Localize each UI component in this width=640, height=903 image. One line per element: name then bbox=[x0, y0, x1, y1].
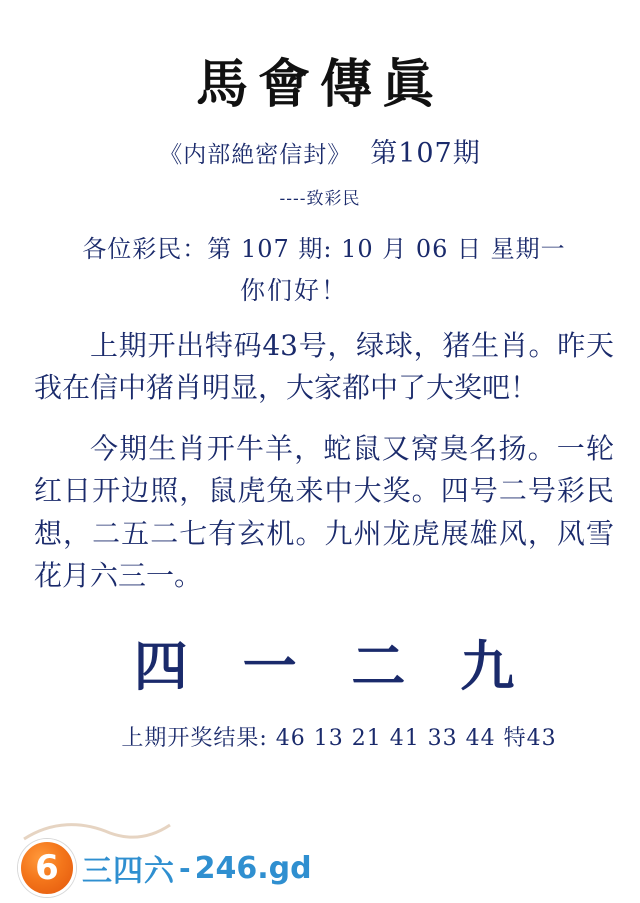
watermark-text bbox=[82, 846, 312, 890]
greeting-line: 各位彩民：第 107 期: 10 月 06 日 星期一 bbox=[82, 234, 566, 263]
subtitle-bracketed: 《内部絶密信封》 bbox=[159, 141, 352, 168]
last-draw-result: 上期开奖结果: 46 13 21 41 33 44 特43 bbox=[121, 725, 557, 751]
watermark-domain: 246.gd bbox=[194, 850, 312, 886]
lottery-tip-page bbox=[0, 54, 640, 903]
issue-label: 第107期 bbox=[370, 137, 481, 169]
dedication-text: ----致彩民 bbox=[279, 188, 361, 209]
watermark-site-name: 三四六 bbox=[82, 854, 175, 889]
paragraph-previous-result: 上期开出特码43号，绿球，猪生肖。昨天我在信中猪肖明显，大家都中了大奖吧！ bbox=[34, 328, 614, 405]
watermark-dash: - bbox=[179, 851, 191, 885]
site-logo-icon: 6 bbox=[18, 839, 76, 897]
body-content bbox=[0, 231, 640, 752]
paragraph-prediction-verse: 今期生肖开牛羊，蛇鼠又窝臭名扬。一轮红日开边照，鼠虎兔来中大奖。四号二号彩民想，二五二七有玄机。九州龙虎展雄风，风雪花月六三一。 bbox=[34, 431, 614, 593]
big-numbers: 四 一 二 九 bbox=[133, 633, 533, 698]
greeting-hello: 你们好！ bbox=[239, 275, 348, 305]
page-title: 馬會傳眞 bbox=[195, 54, 444, 115]
watermark bbox=[18, 839, 312, 897]
subtitle-row bbox=[0, 131, 640, 170]
